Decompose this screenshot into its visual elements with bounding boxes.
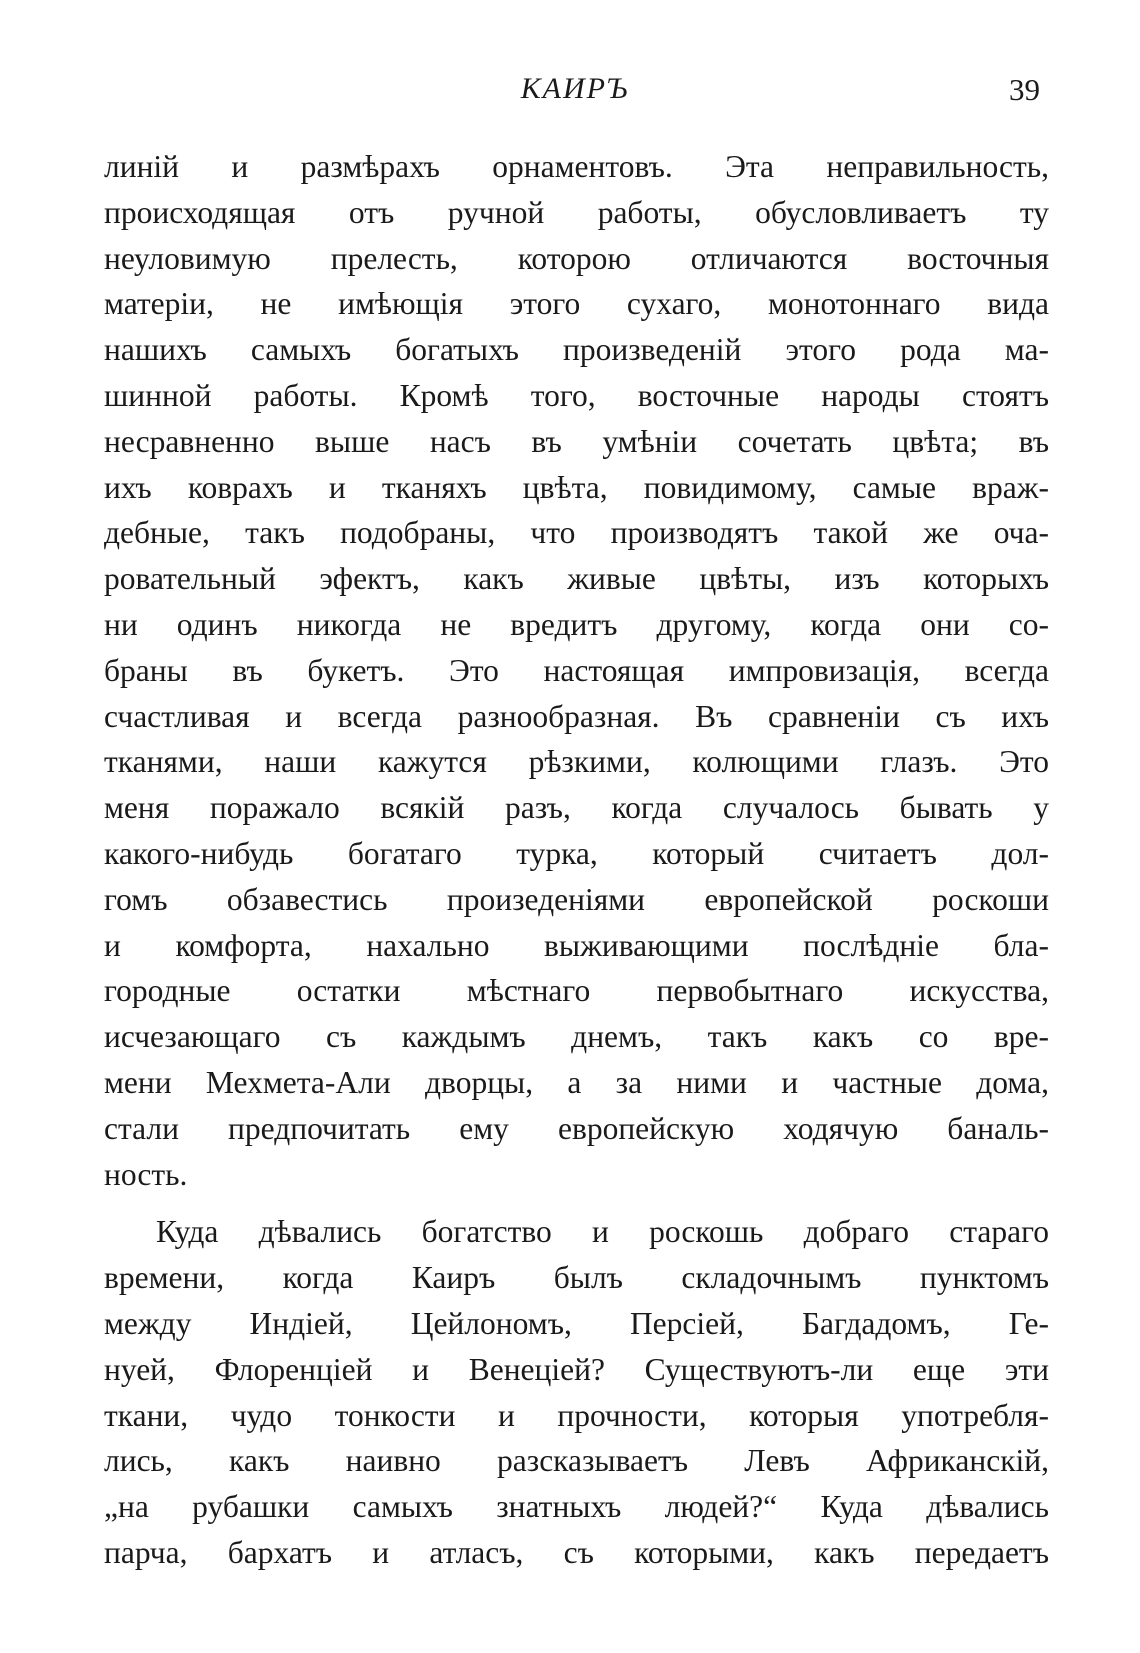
text-line: нашихъ самыхъ богатыхъ произведеній этого рода ма- [104, 332, 1049, 368]
text-line: парча, бархатъ и атласъ, съ которыми, какъ передаетъ [104, 1534, 1049, 1570]
paragraph-1 [104, 144, 1049, 1197]
text-line: ность. [104, 1156, 188, 1192]
text-line: браны въ букетъ. Это настоящая импровизація, всегда [104, 652, 1049, 688]
text-line: ихъ коврахъ и тканяхъ цвѣта, повидимому, самые враж- [104, 469, 1049, 505]
text-line: ткани, чудо тонкости и прочности, которыя употребля- [104, 1397, 1049, 1433]
text-line: лись, какъ наивно разсказываетъ Левъ Африканскій, [104, 1443, 1049, 1479]
text-line: матеріи, не имѣющія этого сухаго, монотоннаго вида [104, 286, 1049, 322]
text-line: дебные, такъ подобраны, что производятъ такой же оча- [104, 515, 1049, 551]
text-line: ровательный эфектъ, какъ живые цвѣты, изъ которыхъ [104, 561, 1049, 597]
text-line: меня поражало всякій разъ, когда случалось бывать у [104, 790, 1049, 826]
text-line: происходящая отъ ручной работы, обусловливаетъ ту [104, 194, 1049, 230]
text-line: городные остатки мѣстнаго первобытнаго искусства, [104, 973, 1049, 1009]
text-line: какого-нибудь богатаго турка, который считаетъ дол- [104, 835, 1049, 871]
text-line: счастливая и всегда разнообразная. Въ сравненіи съ ихъ [104, 698, 1049, 734]
text-line: и комфорта, нахально выживающими послѣдніе бла- [104, 927, 1049, 963]
paragraph-gap [104, 1197, 1049, 1209]
text-line: неуловимую прелесть, которою отличаются восточныя [104, 240, 1049, 276]
text-line: ни одинъ никогда не вредитъ другому, когда они со- [104, 606, 1049, 642]
text-line: линій и размѣрахъ орнаментовъ. Эта неправильность, [104, 149, 1049, 184]
text-line: шинной работы. Кромѣ того, восточные народы стоятъ [104, 377, 1049, 413]
text-line: стали предпочитать ему европейскую ходячую баналь- [104, 1110, 1049, 1146]
running-title: КАИРЪ [520, 72, 630, 105]
body-text [104, 144, 1049, 1576]
text-line: нуей, Флоренціей и Венеціей? Существуютъ-ли еще эти [104, 1351, 1049, 1387]
running-head [100, 72, 1050, 112]
paragraph-2 [104, 1209, 1049, 1575]
text-line: исчезающаго съ каждымъ днемъ, такъ какъ со вре- [104, 1019, 1049, 1055]
page-number: 39 [1009, 72, 1040, 107]
text-line: „на рубашки самыхъ знатныхъ людей?“ Куда дѣвались [104, 1489, 1049, 1525]
text-line: тканями, наши кажутся рѣзкими, колющими глазъ. Это [104, 744, 1049, 780]
text-line: времени, когда Каиръ былъ складочнымъ пунктомъ [104, 1260, 1049, 1296]
text-line: мени Мехмета-Али дворцы, а за ними и частные дома, [104, 1064, 1049, 1100]
text-line: Куда дѣвались богатство и роскошь добраго стараго [156, 1214, 1049, 1250]
text-line: гомъ обзавестись произеденіями европейской роскоши [104, 881, 1049, 917]
text-line: между Индіей, Цейлономъ, Персіей, Багдадомъ, Ге- [104, 1305, 1049, 1341]
text-line: несравненно выше насъ въ умѣніи сочетать цвѣта; въ [104, 423, 1049, 459]
